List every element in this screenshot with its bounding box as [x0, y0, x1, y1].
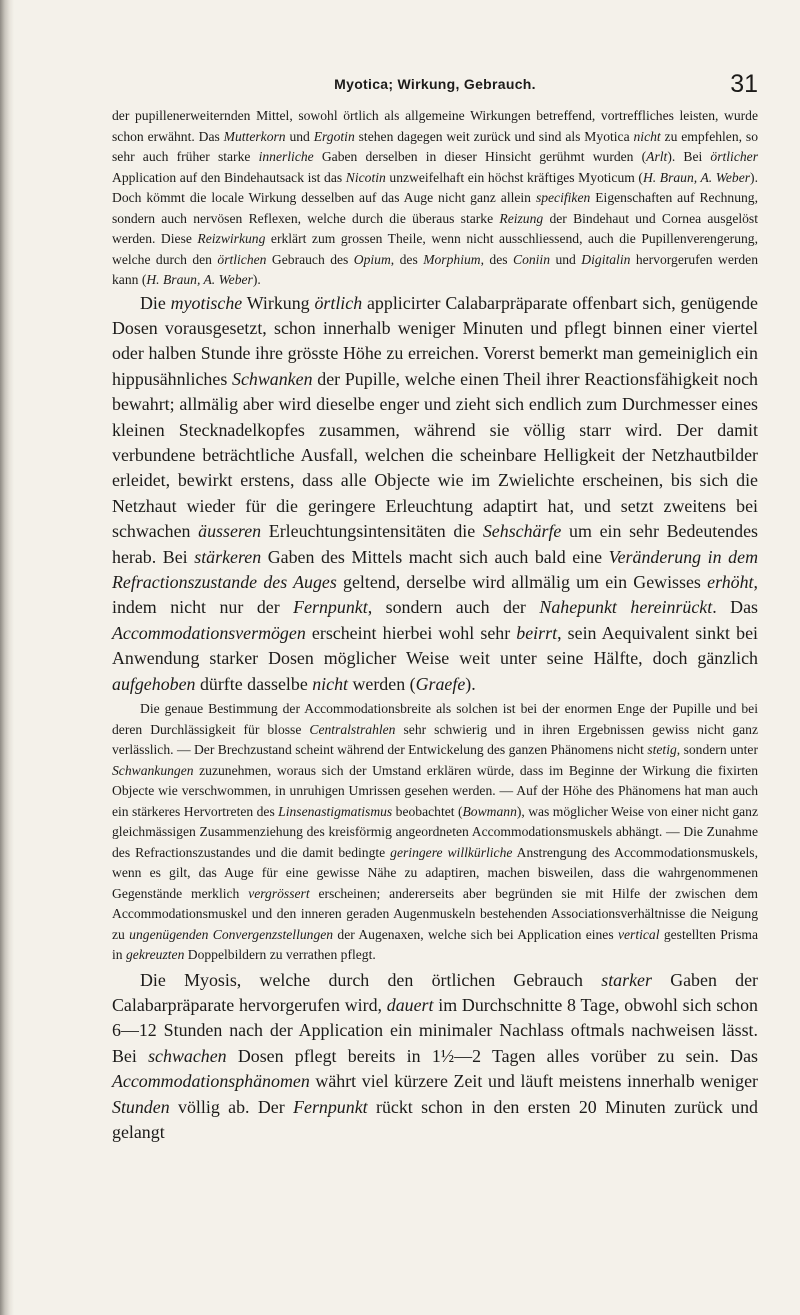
paragraph-3: Die genaue Bestimmung der Accommodationsbreite als solchen ist bei der enormen Enge der Pupille und bei deren Durchlässigkeit für blosse Centralstrahlen sehr schwierig und in ihren Ergebnissen gewiss nicht ganz verlässlich. — Der Brechzustand scheint während der Entwickelung des ganzen Phänomens nicht stetig, sondern unter Schwankungen zuzunehmen, woraus sich der Umstand erklären würde, dass im Beginne der Wirkung die fixirten Objecte wie verschwommen, in unruhigen Umrissen gesehen werden. — Auf der Höhe des Phänomens hat man auch ein stärkeres Hervortreten des Linsenastigmatismus beobachtet (Bowmann), was möglicher Weise von einer nicht ganz gleichmässigen Zusammenziehung des kreisförmig angeordneten Accommodationsmuskels abhängt. — Die Zunahme des Refractionszustandes und die damit bedingte geringere willkürliche Anstrengung des Accommodationsmuskels, wenn es gilt, das Auge für eine gewisse Nähe zu adaptiren, machen bisweilen, dass die wahrgenommenen Gegenstände merklich vergrössert erscheinen; andererseits aber begründen sie mit Hilfe der zwischen dem Accommodationsmuskel und den inneren geraden Augenmuskeln bestehenden Associationsverhältnisse die Neigung zu ungenügenden Convergenzstellungen der Augenaxen, welche sich bei Application eines vertical gestellten Prisma in gekreuzten Doppelbildern zu verrathen pflegt.: [112, 701, 759, 962]
page-binding-edge: [0, 0, 14, 1315]
paragraph-1: der pupillenerweiternden Mittel, sowohl örtlich als allgemeine Wirkungen betreffend, vortreffliches leisten, wurde schon erwähnt. Das Mutterkorn und Ergotin stehen dagegen weit zurück und sind als Myotica nicht zu empfehlen, so sehr auch früher starke innerliche Gaben derselben in dieser Hinsicht gerühmt wurden (Arlt). Bei örtlicher Application auf den Bindehautsack ist das Nicotin unzweifelhaft ein höchst kräftiges Myoticum (H. Braun, A. Weber). Doch kömmt die locale Wirkung desselben auf das Auge nicht ganz allein specifiken Eigenschaften auf Rechnung, sondern auch nervösen Reflexen, welche durch die überaus starke Reizung der Bindehaut und Cornea ausgelöst werden. Diese Reizwirkung erklärt zum grossen Theile, wenn nicht ausschliessend, auch die Pupillenverengerung, welche durch den örtlichen Gebrauch des Opium, des Morphium, des Coniin und Digitalin hervorgerufen werden kann (H. Braun, A. Weber).: [112, 108, 759, 287]
paragraph-2: Die myotische Wirkung örtlich applicirter Calabarpräparate offenbart sich, genügende Dosen vorausgesetzt, schon innerhalb weniger Minuten und pflegt binnen einer viertel oder halben Stunde ihre grösste Höhe zu erreichen. Vorerst bemerkt man gemeiniglich ein hippusähnliches Schwanken der Pupille, welche einen Theil ihrer Reactionsfähigkeit noch bewahrt; allmälig aber wird dieselbe enger und zieht sich endlich zum Durchmesser eines kleinen Stecknadelkopfes zusammen, während sie völlig starr wird. Der damit verbundene beträchtliche Ausfall, welchen die scheinbare Helligkeit der Netzhautbilder erleidet, bewirkt erstens, dass alle Objecte wie im Zwielichte erscheinen, bis sich die Netzhaut wieder für die geringere Erleuchtung adaptirt hat, und setzt zweitens bei schwachen äusseren Erleuchtungsintensitäten die Sehschärfe um ein sehr Bedeutendes herab. Bei stärkeren Gaben des Mittels macht sich auch bald eine Veränderung in dem Refractionszustande des Auges geltend, derselbe wird allmälig um ein Gewisses erhöht, indem nicht nur der Fernpunkt, sondern auch der Nahepunkt hereinrückt. Das Accommodationsvermögen erscheint hierbei wohl sehr beirrt, sein Aequivalent sinkt bei Anwendung starker Dosen möglicher Weise weit unter seine Hälfte, doch gänzlich aufgehoben dürfte dasselbe nicht werden (Graefe).: [112, 292, 759, 694]
book-page: [112, 70, 758, 1145]
page-header: [112, 70, 758, 106]
running-head: Myotica; Wirkung, Gebrauch.: [334, 76, 536, 92]
paragraph-4: Die Myosis, welche durch den örtlichen Gebrauch starker Gaben der Calabarpräparate hervorgerufen wird, dauert im Durchschnitte 8 Tage, obwohl sich schon 6—12 Stunden nach der Application ein minimaler Nachlass oftmals nachweisen lässt. Bei schwachen Dosen pflegt bereits in 1½—2 Tagen alles vorüber zu sein. Das Accommodationsphänomen währt viel kürzere Zeit und läuft meistens innerhalb weniger Stunden völlig ab. Der Fernpunkt rückt schon in den ersten 20 Minuten zurück und gelangt: [112, 969, 758, 1142]
page-number: 31: [730, 70, 758, 98]
